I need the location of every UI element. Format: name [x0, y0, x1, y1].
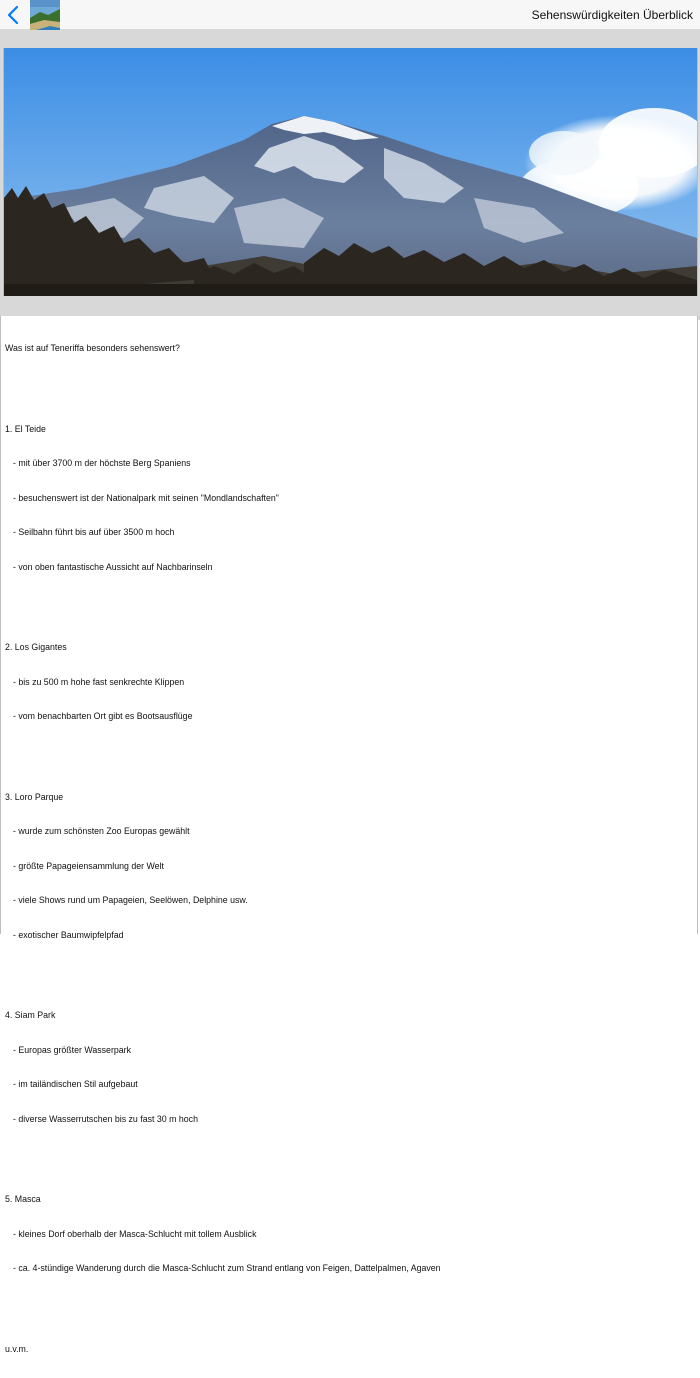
sights-text [5, 320, 695, 1378]
page-title: Sehenswürdigkeiten Überblick [531, 8, 693, 22]
list-item: - kleines Dorf oberhalb der Masca-Schlucht mit tollem Ausblick [13, 1228, 257, 1239]
list-item: - Seilbahn führt bis auf über 3500 m hoch [13, 527, 175, 537]
list-item: - exotischer Baumwipfelpfad [13, 929, 124, 940]
list-item: - besuchenswert ist der Nationalpark mit seinen "Mondlandschaften" [13, 492, 279, 503]
section-heading: 1. El Teide [5, 423, 46, 434]
list-item: - diverse Wasserrutschen bis zu fast 30 m hoch [13, 1113, 198, 1124]
list-item: - größte Papageiensammlung der Welt [13, 860, 164, 871]
section-heading: 5. Masca [5, 1194, 41, 1204]
content-area [0, 316, 698, 1354]
list-item: - im tailändischen Stil aufgebaut [13, 1079, 138, 1089]
list-item: - vom benachbarten Ort gibt es Bootsausflüge [13, 711, 193, 721]
navigation-bar [0, 0, 700, 30]
list-item: - ca. 4-stündige Wanderung durch die Masca-Schlucht zum Strand entlang von Feigen, Dattelpalmen, Agaven [13, 1263, 441, 1273]
app-thumbnail[interactable] [30, 0, 60, 30]
intro-text: Was ist auf Teneriffa besonders sehenswert? [5, 343, 180, 353]
list-item: - bis zu 500 m hohe fast senkrechte Klippen [13, 676, 185, 687]
chevron-left-icon [4, 4, 24, 26]
section-heading: 3. Loro Parque [5, 791, 64, 802]
list-item: - mit über 3700 m der höchste Berg Spaniens [13, 458, 191, 468]
list-item: - Europas größter Wasserpark [13, 1044, 131, 1055]
teneriffa-thumbnail-image [30, 0, 60, 30]
section-heading: 4. Siam Park [5, 1010, 56, 1020]
list-item: - viele Shows rund um Papageien, Seelöwen, Delphine usw. [13, 895, 248, 905]
back-button[interactable] [4, 4, 24, 26]
section-heading: 2. Los Gigantes [5, 642, 67, 652]
list-item: - von oben fantastische Aussicht auf Nachbarinseln [13, 561, 213, 572]
teide-mountain-image [3, 48, 698, 296]
outro-text: u.v.m. [5, 1343, 29, 1354]
list-item: - wurde zum schönsten Zoo Europas gewählt [13, 826, 190, 836]
